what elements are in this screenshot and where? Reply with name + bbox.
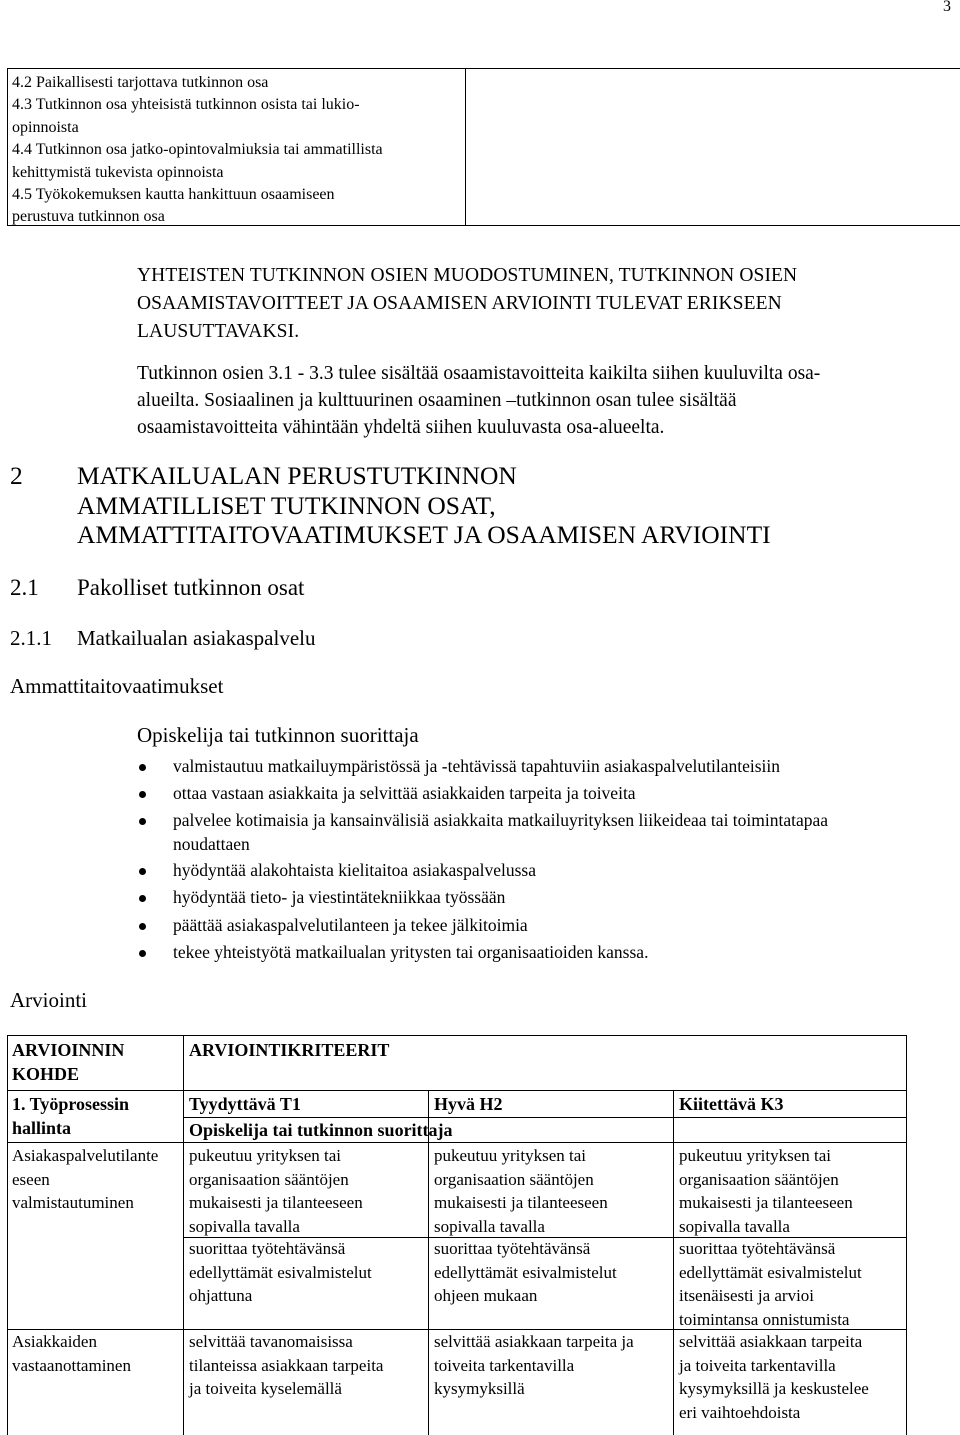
list-item-text: päättää asiakaspalvelutilanteen ja tekee jälkitoimia (173, 915, 528, 935)
heading3-title: Matkailualan asiakaspalvelu (77, 626, 316, 650)
criterion-line: tilanteissa asiakkaan tarpeita (189, 1355, 384, 1375)
note-line: LAUSUTTAVAKSI. (137, 321, 300, 342)
heading1-number: 2 (10, 461, 23, 490)
top-table-line: 4.2 Paikallisesti tarjottava tutkinnon osa (12, 74, 269, 91)
criterion-line: suorittaa työtehtävänsä (679, 1239, 836, 1258)
criterion-t1 (189, 1237, 372, 1308)
level-h2: Hyvä H2 (434, 1094, 503, 1114)
criterion-line: kysymyksillä (434, 1379, 525, 1398)
table-section (12, 1093, 129, 1140)
list-item-text: hyödyntää tieto- ja viestintätekniikkaa työssään (173, 887, 506, 907)
criterion-line: selvittää asiakkaan tarpeita ja (434, 1332, 634, 1351)
level-t1: Tyydyttävä T1 (189, 1094, 301, 1114)
top-table-line: 4.4 Tutkinnon osa jatko-opintovalmiuksia tai ammatillista (12, 141, 383, 159)
target-line: valmistautuminen (12, 1193, 134, 1212)
list-item-line: palvelee kotimaisia ja kansainvälisiä asiakkaita matkailuyrityksen liikeideaa tai toimintatapaa (173, 810, 829, 830)
evaluation-label: Arviointi (10, 988, 87, 1012)
page-number: 3 (943, 0, 951, 15)
criterion-line: edellyttämät esivalmistelut (189, 1262, 372, 1282)
header-line: ARVIOINNIN (12, 1040, 125, 1060)
heading3-number: 2.1.1 (10, 626, 52, 650)
heading1-line: AMMATILLISET TUTKINNON OSAT, (77, 490, 496, 520)
criterion-line: pukeutuu yrityksen tai (434, 1146, 587, 1165)
criterion-line: selvittää tavanomaisissa (189, 1332, 353, 1351)
criterion-line: toimintansa onnistumista (679, 1309, 850, 1329)
note-line: YHTEISTEN TUTKINNON OSIEN MUODOSTUMINEN, TUTKINNON OSIEN (137, 265, 798, 286)
criterion-line: toiveita tarkentavilla (434, 1355, 575, 1375)
criterion-k3 (679, 1330, 869, 1424)
heading1-line: AMMATTITAITOVAATIMUKSET JA OSAAMISEN ARVIOINTI (77, 520, 771, 549)
requirements-lead: Opiskelija tai tutkinnon suorittaja (137, 723, 419, 747)
table-rule (7, 1035, 8, 1435)
criterion-line: mukaisesti ja tilanteeseen (434, 1193, 608, 1212)
criterion-line: ja toiveita tarkentavilla (679, 1355, 836, 1375)
list-item-text: ottaa vastaan asiakkaita ja selvittää asiakkaiden tarpeita ja toiveita (173, 783, 636, 803)
bullet-icon (139, 791, 146, 798)
table-header-criteria: ARVIOINTIKRITEERIT (189, 1040, 390, 1060)
bullet-icon (139, 818, 146, 825)
criterion-line: sopivalla tavalla (189, 1216, 300, 1236)
criterion-h2 (434, 1237, 617, 1308)
list-item-line: noudattaen (173, 833, 250, 854)
criterion-line: kysymyksillä ja keskustelee (679, 1379, 869, 1398)
criterion-k3 (679, 1237, 862, 1331)
target-line: vastaanottaminen (12, 1355, 131, 1375)
table-row-target (12, 1330, 131, 1377)
criterion-line: pukeutuu yrityksen tai (679, 1146, 832, 1165)
intro-paragraph (137, 360, 937, 441)
table-rule (7, 1035, 907, 1036)
table-rule (183, 1035, 184, 1435)
top-table-line: 4.5 Työkokemuksen kautta hankittuun osaamiseen (12, 186, 335, 204)
requirements-label: Ammattitaitovaatimukset (10, 674, 224, 698)
note-line: OSAAMISTAVOITTEET JA OSAAMISEN ARVIOINTI TULEVAT ERIKSEEN (137, 293, 782, 314)
list-item-text (173, 809, 933, 856)
criterion-line: edellyttämät esivalmistelut (434, 1262, 617, 1282)
criterion-line: ohjeen mukaan (434, 1286, 538, 1305)
bullet-icon (139, 764, 146, 771)
level-k3: Kiitettävä K3 (679, 1094, 784, 1114)
top-table-left-cell (8, 69, 466, 225)
list-item-text: hyödyntää alakohtaista kielitaitoa asiakaspalvelussa (173, 860, 537, 880)
criterion-line: itsenäisesti ja arvioi (679, 1286, 815, 1305)
section-line: hallinta (12, 1117, 72, 1138)
list-item-text: valmistautuu matkailuympäristössä ja -tehtävissä tapahtuviin asiakaspalvelutilanteisiin (173, 756, 781, 776)
heading1-title (77, 461, 771, 550)
common-parts-note (137, 262, 937, 346)
top-table-line: opinnoista (12, 118, 79, 136)
criterion-line: ohjattuna (189, 1286, 253, 1305)
table-header-target (12, 1039, 124, 1086)
table-row-target (12, 1144, 158, 1215)
evaluation-table (7, 1035, 960, 1435)
criterion-line: mukaisesti ja tilanteeseen (679, 1193, 853, 1212)
criterion-line: edellyttämät esivalmistelut (679, 1262, 862, 1282)
list-item-text: tekee yhteistyötä matkailualan yritysten tai organisaatioiden kanssa. (173, 942, 649, 962)
table-rule (906, 1035, 907, 1435)
bullet-icon (139, 868, 146, 875)
bullet-icon (139, 923, 146, 930)
section-line: 1. Työprosessin (12, 1094, 130, 1114)
bullet-icon (139, 950, 146, 957)
criterion-line: ja toiveita kyselemällä (189, 1379, 342, 1398)
table-subheader: Opiskelija tai tutkinnon suorittaja (189, 1120, 453, 1140)
header-line: KOHDE (12, 1063, 80, 1084)
criterion-line: selvittää asiakkaan tarpeita (679, 1332, 863, 1351)
top-table-line: kehittymistä tukevista opinnoista (12, 163, 224, 181)
criterion-line: organisaation sääntöjen (189, 1169, 349, 1189)
criterion-line: pukeutuu yrityksen tai (189, 1146, 342, 1165)
criterion-h2 (434, 1144, 608, 1238)
heading1-line: MATKAILUALAN PERUSTUTKINNON (77, 461, 517, 490)
intro-line: osaamistavoitteita vähintään yhdeltä siihen kuuluvasta osa-alueelta. (137, 417, 665, 438)
top-table-line: perustuva tutkinnon osa (12, 208, 165, 226)
table-rule (7, 1090, 907, 1091)
top-table-line: 4.3 Tutkinnon osa yhteisistä tutkinnon osista tai lukio- (12, 96, 360, 114)
criterion-line: suorittaa työtehtävänsä (434, 1239, 591, 1258)
intro-line: alueilta. Sosiaalinen ja kulttuurinen osaaminen –tutkinnon osan tulee sisältää (137, 390, 737, 411)
target-line: Asiakaspalvelutilante (12, 1146, 159, 1165)
heading2-number: 2.1 (10, 575, 39, 600)
criterion-line: organisaation sääntöjen (679, 1169, 839, 1189)
criterion-line: sopivalla tavalla (434, 1216, 545, 1236)
heading2-title: Pakolliset tutkinnon osat (77, 575, 305, 600)
criterion-h2 (434, 1330, 634, 1401)
intro-line: Tutkinnon osien 3.1 - 3.3 tulee sisältää osaamistavoitteita kaikilta siihen kuuluvilta osa- (137, 363, 821, 384)
criterion-t1 (189, 1144, 363, 1238)
bullet-icon (139, 895, 146, 902)
criterion-line: organisaation sääntöjen (434, 1169, 594, 1189)
target-line: Asiakkaiden (12, 1332, 97, 1351)
target-line: eseen (12, 1169, 50, 1189)
top-table (7, 68, 960, 226)
criterion-line: mukaisesti ja tilanteeseen (189, 1193, 363, 1212)
criterion-line: suorittaa työtehtävänsä (189, 1239, 346, 1258)
criterion-line: eri vaihtoehdoista (679, 1402, 801, 1422)
criterion-line: sopivalla tavalla (679, 1216, 790, 1236)
criterion-t1 (189, 1330, 383, 1401)
table-rule (7, 1142, 907, 1143)
criterion-k3 (679, 1144, 853, 1238)
table-rule (183, 1117, 907, 1118)
